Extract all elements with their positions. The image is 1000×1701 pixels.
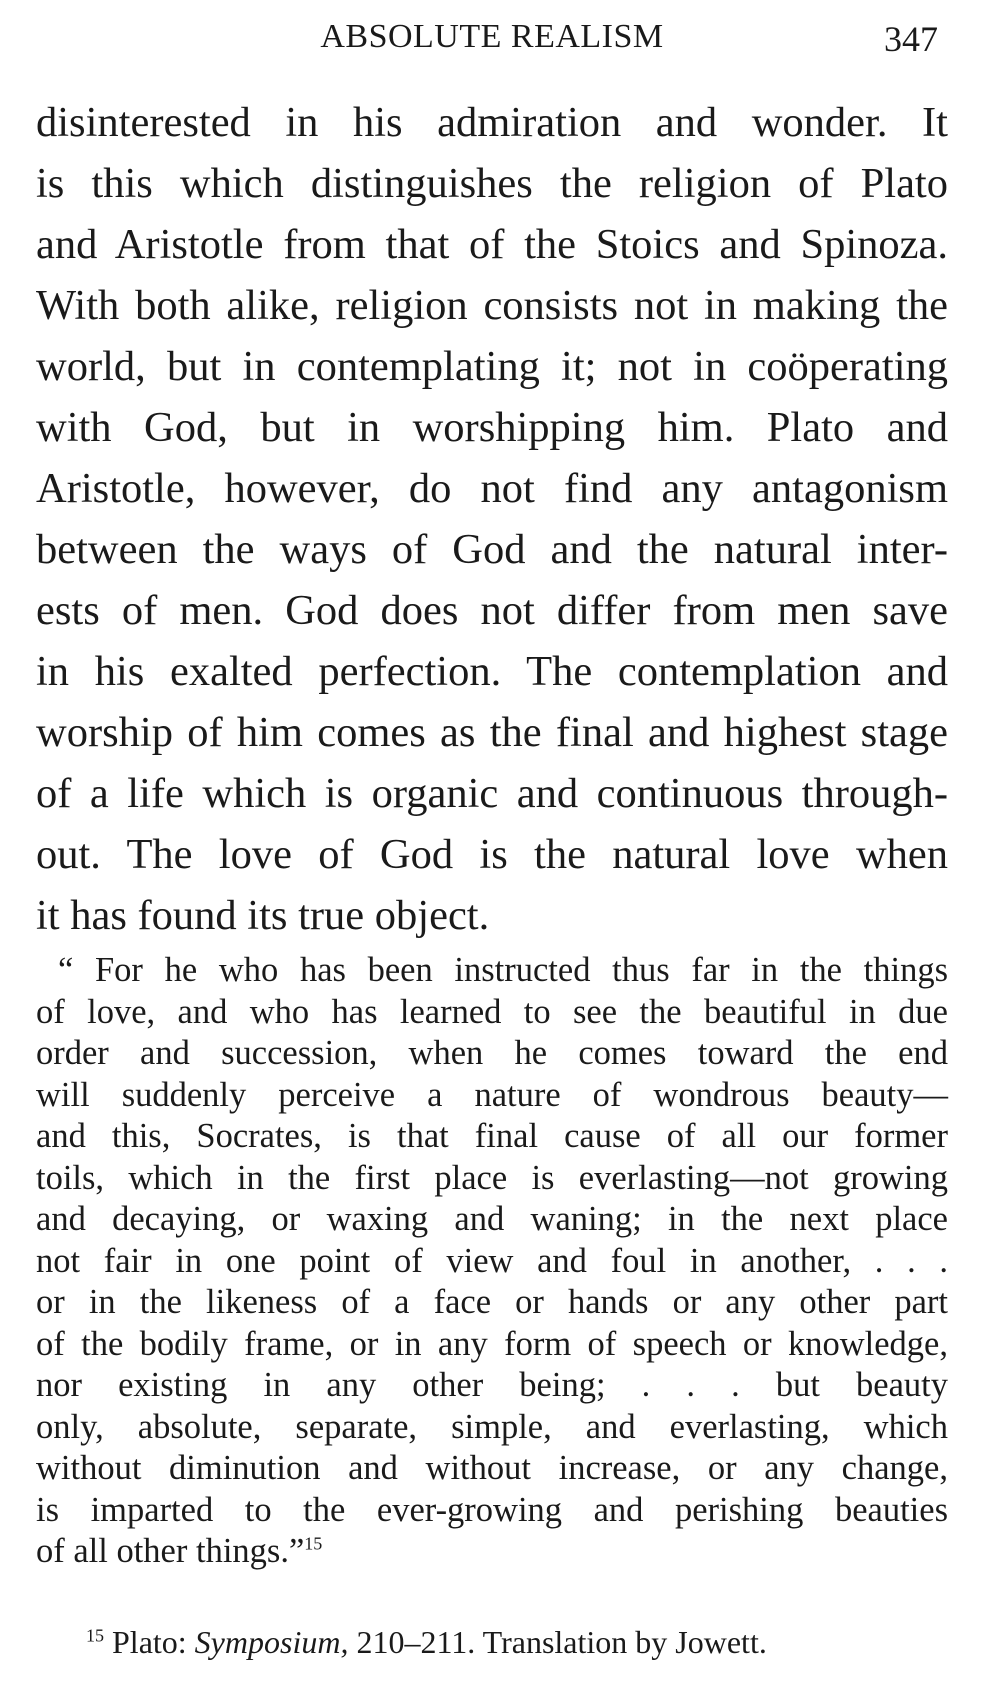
quote-line: and decaying, or waxing and waning; in the next place	[36, 1200, 948, 1238]
body-line: of a life which is organic and continuous through-	[36, 770, 948, 817]
body-line: is this which distinguishes the religion of Plato	[36, 160, 948, 207]
body-line: in his exalted perfection. The contemplation and	[36, 648, 948, 695]
main-paragraph	[36, 92, 948, 946]
body-line: Aristotle, however, do not find any antagonism	[36, 465, 948, 512]
body-line: out. The love of God is the natural love when	[36, 831, 948, 878]
body-line: between the ways of God and the natural inter-	[36, 526, 948, 573]
footnote-author: Plato:	[112, 1624, 187, 1660]
quote-line: and this, Socrates, is that final cause of all our former	[36, 1117, 948, 1155]
quote-line: order and succession, when he comes toward the end	[36, 1034, 948, 1072]
quote-line: “ For he who has been instructed thus far in the things	[58, 951, 948, 989]
quote-line: nor existing in any other being; . . . but beauty	[36, 1366, 948, 1404]
quote-line: or in the likeness of a face or hands or any other part	[36, 1283, 948, 1321]
footnote	[86, 1624, 946, 1661]
quote-line: not fair in one point of view and foul in another, . . .	[36, 1241, 948, 1280]
quote-line: toils, which in the first place is everlasting—not growing	[36, 1158, 948, 1197]
body-line: With both alike, religion consists not in making the	[36, 282, 948, 329]
running-title: ABSOLUTE REALISM	[320, 18, 664, 55]
body-line: with God, but in worshipping him. Plato and	[36, 404, 948, 451]
quote-line: without diminution and without increase, or any change,	[36, 1449, 948, 1487]
body-line: world, but in contemplating it; not in coöperating	[36, 343, 948, 390]
quote-line: will suddenly perceive a nature of wondrous beauty—	[36, 1075, 948, 1114]
quote-line-text: of all other things.”	[36, 1532, 305, 1570]
quote-line: of the bodily frame, or in any form of speech or knowledge,	[36, 1324, 948, 1363]
book-page	[36, 0, 948, 1701]
body-line: disinterested in his admiration and wonder. It	[36, 99, 948, 146]
quote-line: is imparted to the ever-growing and perishing beauties	[36, 1490, 948, 1529]
body-line: worship of him comes as the final and highest stage	[36, 709, 948, 756]
footnote-rest: 210–211. Translation by Jowett.	[356, 1624, 767, 1660]
footnote-title: Symposium,	[194, 1624, 349, 1660]
quote-line: of love, and who has learned to see the beautiful in due	[36, 992, 948, 1031]
body-line: it has found its true object.	[36, 892, 490, 939]
block-quote	[36, 950, 948, 1573]
footnote-reference: 15	[304, 1533, 323, 1554]
quote-line: only, absolute, separate, simple, and everlasting, which	[36, 1407, 948, 1446]
body-line: ests of men. God does not differ from men save	[36, 587, 948, 634]
footnote-marker: 15	[86, 1625, 104, 1646]
body-line: and Aristotle from that of the Stoics and Spinoza.	[36, 221, 948, 268]
page-number: 347	[884, 19, 938, 59]
quote-line-final	[36, 1531, 948, 1573]
page-header	[36, 14, 948, 62]
